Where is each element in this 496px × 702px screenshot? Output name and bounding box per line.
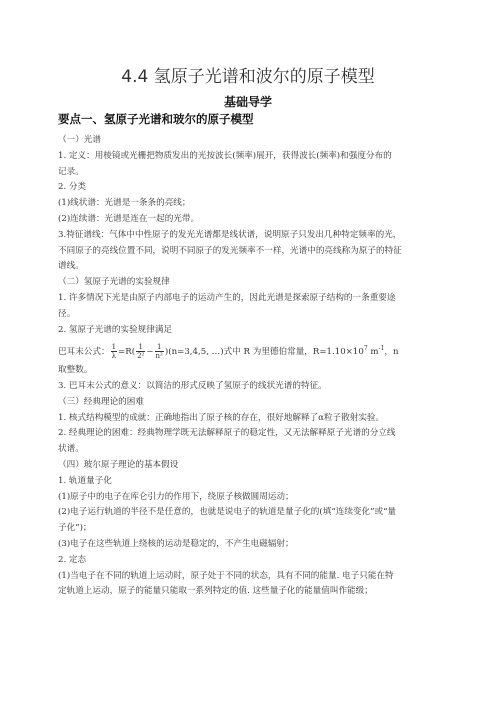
page-title: 4.4 氢原子光谱和波尔的原子模型 [121,67,375,87]
text-line: 1. 定义：用棱镜或光栅把物质发出的光按波长(频率)展开，获得波长(频率)和强度分布的 [58,150,392,161]
text-line: 定轨道上运动，原子的能量只能取一系列特定的值. 这些量子化的能量值叫作能级； [58,586,373,597]
text-line: 2. 经典理论的困难：经典物理学既无法解释原子的稳定性，又无法解释原子光谱的分立线 [58,428,396,439]
text-line: (2)电子运行轨道的半径不是任意的，也就是说电子的轨道是量子化的(填“连续变化”或“量 [58,507,397,518]
formula-suffix: (n=3,4,5, …)式中 R 为里德伯常量，R=1.10×10 [168,347,364,358]
text-line: 2. 分类 [58,182,87,193]
text-line: (3)电子在这些轨道上绕核的运动是稳定的，不产生电磁辐射； [58,538,294,549]
section-subtitle: 基础导学 [223,95,272,109]
text-line: 1. 核式结构模型的成就：正确地指出了原子核的存在，很好地解释了α粒子散射实验。 [58,412,385,423]
fraction-one-over-two-squared: $\frac{1}{\text{2²}}$ [137,343,145,361]
text-line: (2)连续谱：光谱是连在一起的光带。 [58,213,200,224]
formula-eq: =R [118,347,132,358]
text-line: 取整数。 [58,365,93,376]
text-line: (1)原子中的电子在库仑引力的作用下，绕原子核做圆周运动； [58,491,294,502]
text-line: (1)线状谱：光谱是一条条的亮线； [58,198,191,209]
text-line: (1)当电子在不同的轨道上运动时，原子处于不同的状态，具有不同的能量. 电子只能在特 [58,570,394,581]
text-line: 1. 轨道量子化 [58,475,112,486]
key-point-heading: 要点一、氢原子光谱和玻尔的原子模型 [58,112,254,126]
formula-prefix: 巴耳末公式： [58,347,110,358]
text-line: 谱线。 [58,261,84,272]
text-line: 2. 氢原子光谱的实验规律满足 [58,324,173,335]
balmer-formula: 巴耳末公式： $\frac{1}{\lambda}$ =R( $\frac{1}{\text{2²}}$ − $\frac{1}{\text{n²}}$ )(n=3,4,5, …)式中 R 为里德伯常量，$R=1.10\times 10^7$ $m^{-1}$，n [58,343,399,361]
text-line: 子化”)； [58,523,92,534]
text-line: 3.特征谱线：气体中中性原子的发光光谱都是线状谱，说明原子只发出几种特定频率的光， [58,229,402,240]
text-line: 径。 [58,308,76,319]
text-line: （三）经典理论的困难 [58,396,144,407]
text-line: （二）氢原子光谱的实验规律 [58,277,170,288]
text-line: 3. 巴耳末公式的意义：以简洁的形式反映了氢原子的线状光谱的特征。 [58,381,327,392]
text-line: 2. 定态 [58,554,87,565]
text-line: （四）玻尔原子理论的基本假设 [58,460,179,470]
text-line: 记录。 [58,166,84,177]
text-line: 不同原子的亮线位置不同，说明不同原子的发光频率不一样，光谱中的亮线称为原子的特征 [58,245,402,256]
text-line: （一）光谱 [58,135,101,145]
text-line: 状谱。 [58,444,84,455]
fraction-one-over-n-squared: $\frac{1}{\text{n²}}$ [155,343,163,361]
document-body [58,133,442,600]
fraction-one-over-lambda: $\frac{1}{\lambda}$ [111,343,117,361]
text-line: 1. 许多情况下光是由原子内部电子的运动产生的，因此光谱是探索原子结构的一条重要途 [58,292,396,303]
